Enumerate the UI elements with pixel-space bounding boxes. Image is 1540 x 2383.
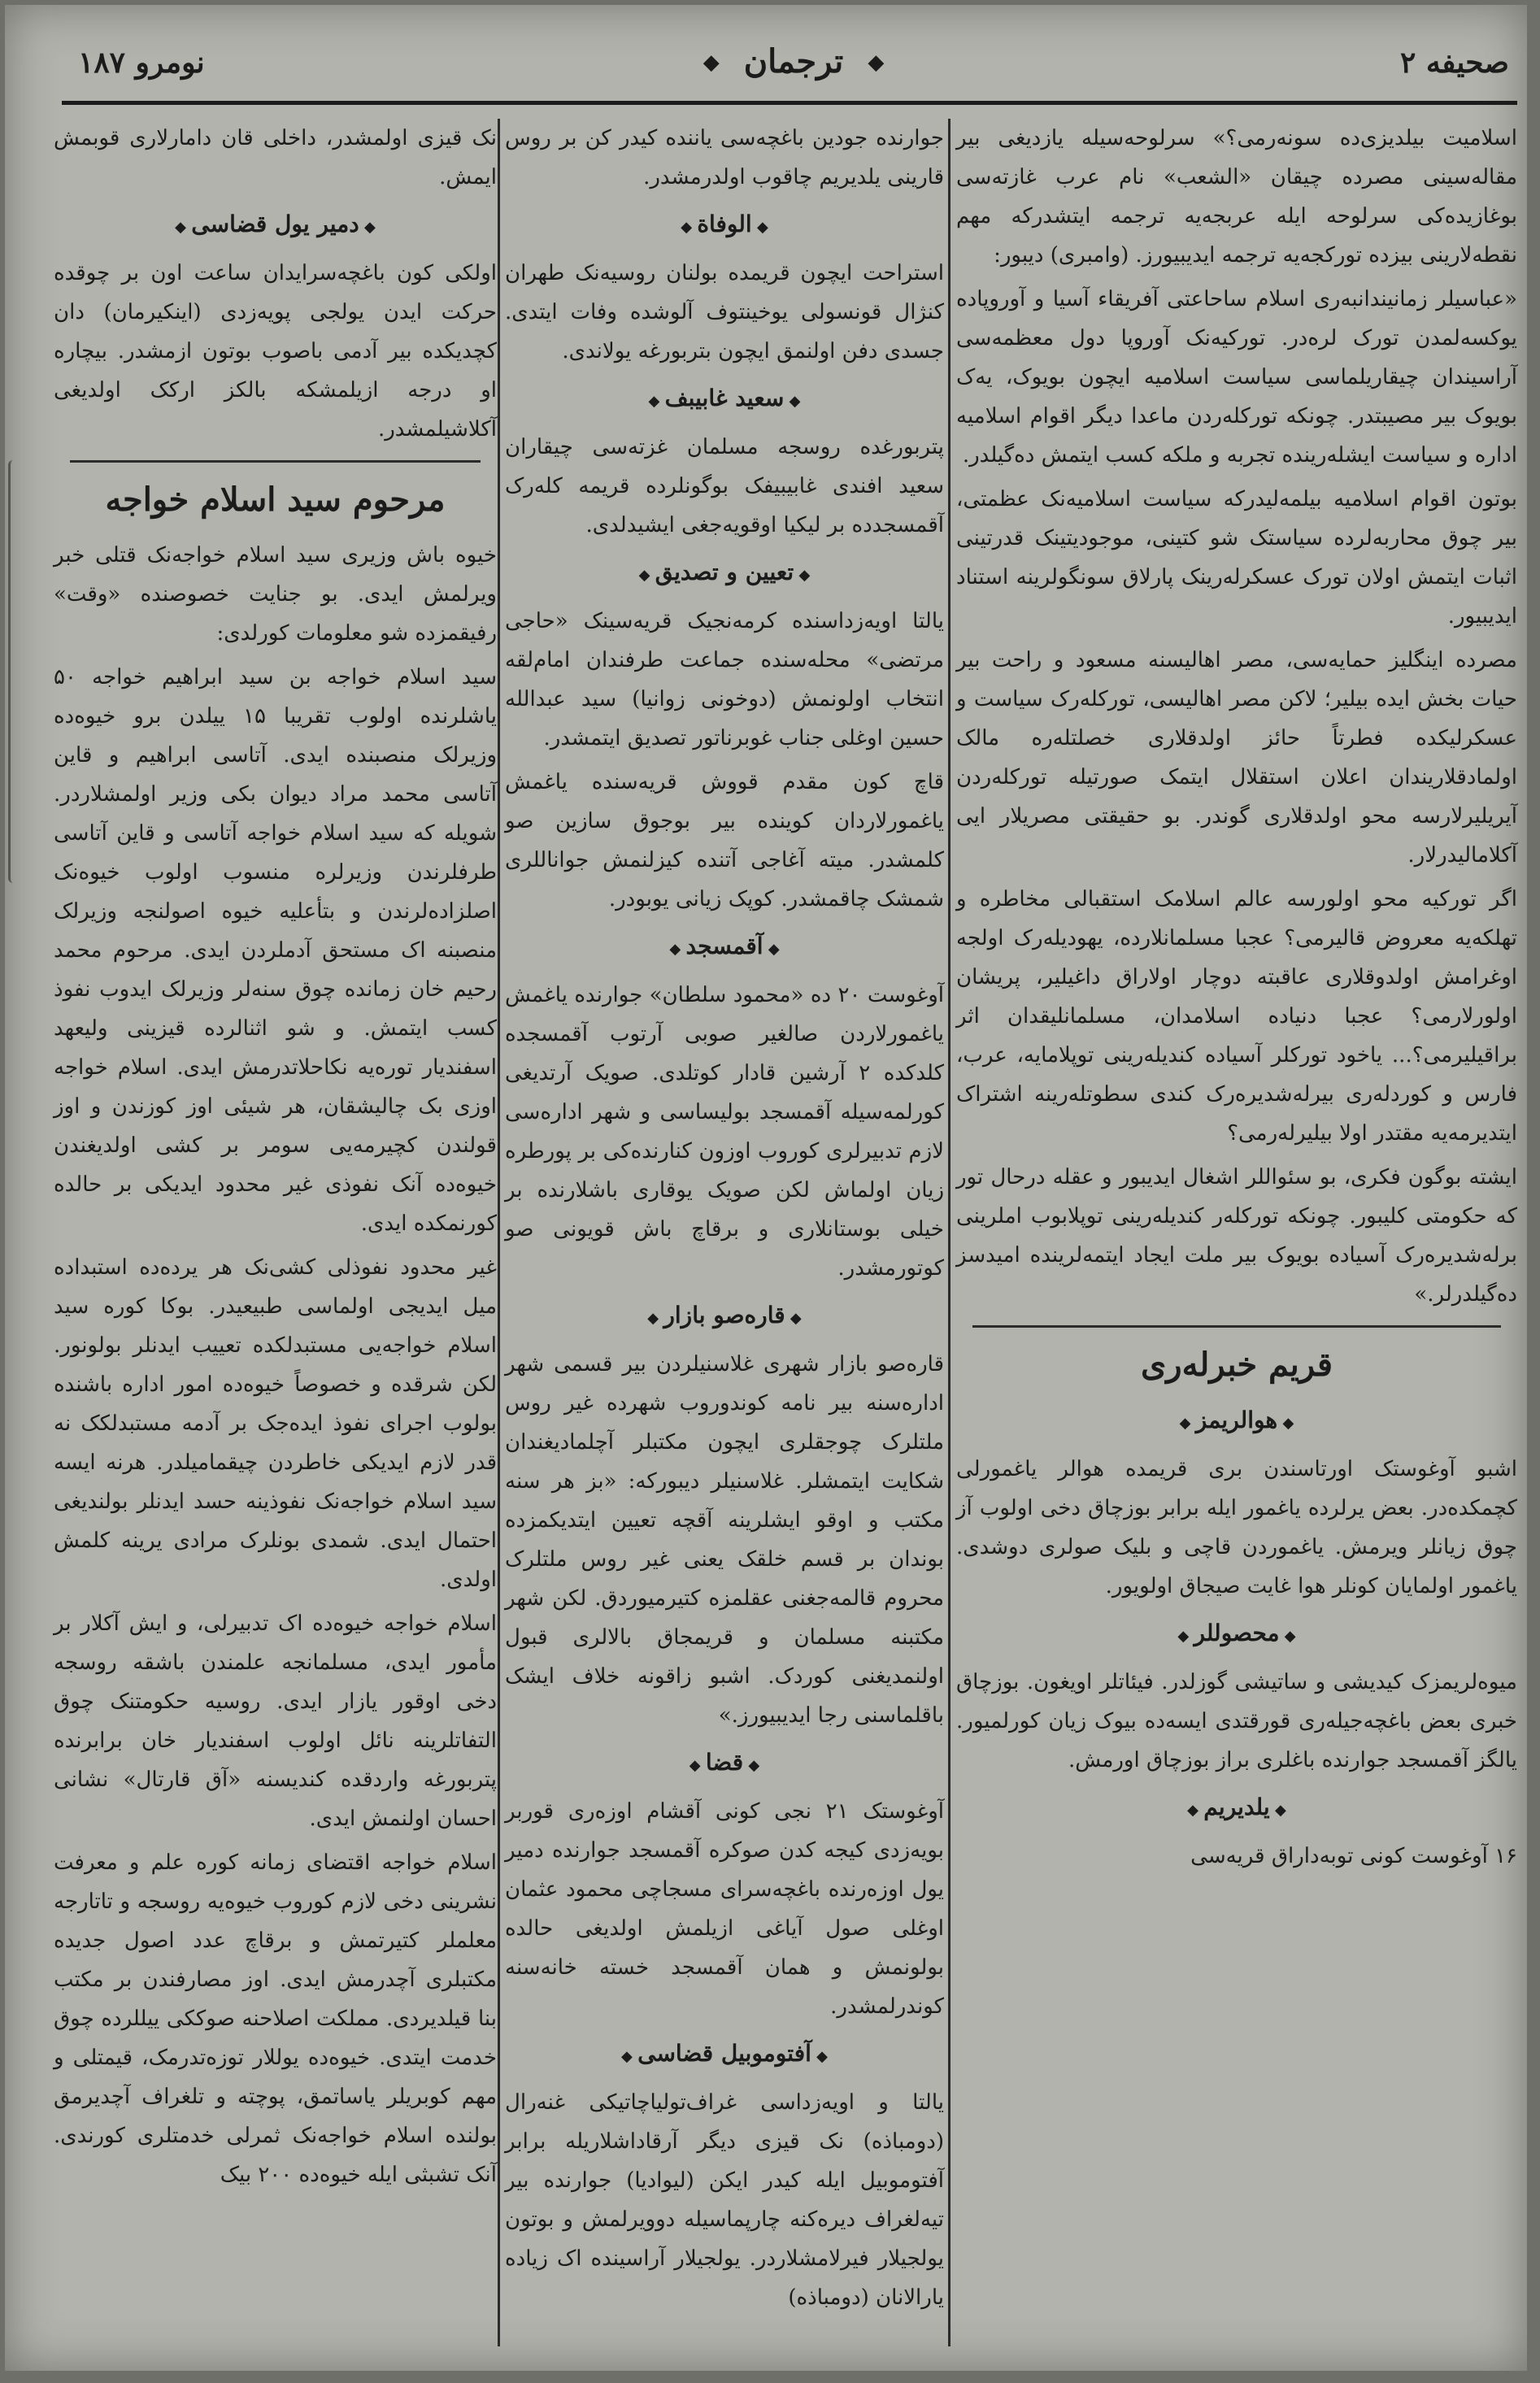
article-paragraph: اگر تورکیه محو اولورسه عالم اسلامک استقبالی مخاطره و تهلکه‌یه معروض قالیرمی؟ عجبا مسلمانلارده، یهودیله‌رک اولجه اوغرامش اولدوقلاری عاقبته دوچار اولاراق داغیلیر، پریشان اولورلارمی؟ عجبا دنیاده اسلامدان، مسلمانلیقدان اثر براقیلیرمی؟... یاخود تورکلر آسیاده کندیله‌رینی توپلامایه، عرب، فارس و کوردله‌ری بیرله‌شدیره‌رک کندی سطوتله‌رینه اشتراک ایتدیرمه‌یه مقتدر اولا بیلیرله‌رمی؟ — [956, 887, 1517, 1146]
issue-number-label: نومرو ۱۸۷ — [78, 46, 205, 80]
article-paragraph: اسلامیت بیلدیزی‌ده سونه‌رمی؟» سرلوحه‌سیله یازدیغی بیر مقاله‌سینی مصرده چیقان «الشعب» نام عرب غازته‌سی بوغازیده‌کی سرلوحه ایله عربجه‌یه ترجمه ایتشدرکه مهم نقطه‌لارینی بیزده تورکجه‌یه ترجمه ایدیبیورز. (وامبری) دیبور: — [956, 126, 1517, 267]
article-paragraph: قاچ کون مقدم قووش قریه‌سنده یاغمش یاغمورلاردان کوینده بیر بوجوق سازین صو کلمشدر. میته آغاجی آتنده کیزلنمش جواناللری شمشک چاقمشدر. کوپک زیانی یوبودر. — [505, 770, 944, 911]
article-paragraph: مصرده اینگلیز حمایه‌سی، مصر اهالیسنه مسعود و راحت بیر حیات بخش ایده بیلیر؛ لاکن مصر اهالیسی، تورکله‌رک سیاست و عسکرلیکده فطرتاً حائز اولدقلاری خصلتله‌ره مالک اولمادقلاریندان اعلان استقلال ایتمک صورتیله تورکله‌ردن آیریلیرلارسه محو اولدقلاری گوندر. بو حقیقتی مصریلار ایی آکلامالیدرلار. — [956, 648, 1517, 868]
right-column — [956, 119, 1517, 1881]
column-divider — [948, 119, 951, 2346]
article-paragraph: اشبو آوغوستک اورتاسندن بری قریمده هوالر یاغمورلی کچمکده‌در. بعض یرلرده یاغمور ایله برابر بوزچاق دخی اولوب آز چوق زیانلر ویرمش. یاغموردن قاچی و بلیک صولری دوشدی. یاغمور اولمایان کونلر هوا غایت صیجاق اولویور. — [956, 1457, 1517, 1598]
subheading-railway-accident: ◆ دمیر یول قضاسی ◆ — [54, 205, 497, 247]
article-paragraph: جوارنده جودین باغچه‌سی یاننده کیدر کن بر روس قارینی یلدیریم چاقوب اولدرمشدر. — [505, 126, 944, 189]
article-paragraph: آوغوستک ۲۱ نجی کونی آقشام اوزه‌ری قوربر بویه‌زدی کیجه کدن صوکره آقمسجد جوارنده دمیر یول اوزه‌رنده باغچه‌سرای مسجاچی محمود عثمان اوغلی صول آیاغی ازیلمش اولدیغی حالده بولونمش و همان آقمسجد خسته خانه‌سنه کوندرلمشدر. — [505, 1799, 944, 2019]
article-paragraph: آوغوست ۲۰ ده «محمود سلطان» جوارنده یاغمش یاغمورلاردن صالغیر صوبی آرتوب آقمسجده کلدکده ۲ آرشین قادار کوتلدی. صویک آرتدیغی کورلمه‌سیله آقمسجد بولیساسی و شهر اداره‌سی لازم تدبیرلری کوروب اوزون کنارنده‌کی بر پورطره زیان اولماش لکن صویک یوقاری باشلارنده بر خیلی بوستانلاری و برقاچ باش قویونی صو کوتورمشدر. — [505, 983, 944, 1281]
article-paragraph: یالتا و اویه‌زداسی غراف‌تولیاچاتیکی غنه‌رال (دومباذه) نک قیزی دیگر آرقاداشلاریله برابر آفتوموبیل ایله کیدر ایکن (لیوادیا) جوارنده بیر تیه‌لغراف دیره‌کنه چارپماسیله دوویرلمش و بوتون یولجیلار فیرلامشلاردر. یولجیلار آراسینده اک زیاده یارالانان (دومباذه) — [505, 2090, 944, 2310]
column-divider — [498, 119, 500, 2346]
masthead — [78, 37, 1509, 102]
margin-handwriting — [8, 460, 27, 883]
subheading-lightning: ◆ یلدیریم ◆ — [956, 1788, 1517, 1830]
article-paragraph: قاره‌صو بازار شهری غلاسنیلردن بیر قسمی شهر اداره‌سنه بیر نامه کوندوروب شهرده غیر روس ملتلرک چوجقلری ایچون مکتبلر آچلمادیغندان شکایت ایتمشلر. غلاسنیلر دیبورکه: «بز هر سنه مکتب و اوقو ایشلرینه آقچه تعیین ایتدیکمزده بوندان بر قسم خلقک یعنی غیر روس ملتلرک محروم قالمه‌جغنی عقلمزه کتیرمیوردق. لکن شهر مکتبنه مسلمان و قریمجاق بالالری قبول اولنمدیغنی کوردک. اشبو زاقونه خلاف ایشک باقلماسنی رجا ایدیبیورز.» — [505, 1352, 944, 1728]
subheading-automobile-accident: ◆ آفتوموبیل قضاسی ◆ — [505, 2034, 944, 2076]
article-paragraph: ۱۶ آوغوست کونی توبه‌داراق قریه‌سی — [1190, 1844, 1517, 1868]
subheading-weather: ◆ هوالریمز ◆ — [956, 1401, 1517, 1443]
article-paragraph: میوه‌لریمزک کیدیشی و ساتیشی گوزلدر. فیئاتلر اویغون. بوزچاق خبری بعض باغچه‌جیله‌ری قورقتدی ایسه‌ده بیوک زیان کورلمیور. یالگز آقمسجد جوارنده باغلری براز بوزچاق اورمش. — [956, 1670, 1517, 1772]
subheading-said-gabibov: ◆ سعید غابیبف ◆ — [505, 379, 944, 421]
section-rule — [972, 1325, 1501, 1328]
article-paragraph: استراحت ایچون قریمده بولنان روسیه‌نک طهران کنژال قونسولی یوخینتوف آلوشده وفات ایتدی. جسدی دفن اولنمق ایچون بتربورغه یولاندی. — [505, 261, 944, 363]
subheading-karasubazar: ◆ قاره‌صو بازار ◆ — [505, 1296, 944, 1338]
header-rule — [62, 101, 1517, 105]
newspaper-name: ◆ ترجمان ◆ — [710, 42, 878, 80]
center-column — [505, 119, 944, 2322]
article-paragraph: اسلام خواجه خیوه‌ده اک تدبیرلی، و ایش آکلار بر مأمور ایدی، مسلمانجه علمندن باشقه روسجه دخی اوقور یازار ایدی. روسیه حکومتنک چوق التفاتلرینه نائل اولوب اسفندیار خان برابرنده پتربورغه واردقده کندیسنه «آق قارتال» نشانی احسان اولنمش ایدی. — [54, 1611, 497, 1831]
subheading-harvest: ◆ محصوللر ◆ — [956, 1614, 1517, 1656]
article-paragraph: اولکی کون باغچه‌سرایدان ساعت اون بر چوقده حرکت ایدن یولجی پویه‌زدی (اینکیرمان) دان کچدیکده بیر آدمی باصوب بوتون ازمشدر. بیچاره او درجه ازیلمشکه بالکز ارکک اولدیغی آکلاشیلمشدر. — [54, 261, 497, 441]
section-title-crimea-news: قریم خبرله‌ری — [1141, 1346, 1333, 1384]
article-paragraph: پتربورغده روسجه مسلمان غزته‌سی چیقاران سعید افندی غابیبیفک بوگونلرده قریمه کله‌رک آقمسجدده بر لیکیا اوقویه‌جغی ایشیدلدی. — [505, 435, 944, 537]
article-paragraph: نک قیزی اولمشدر، داخلی قان دامارلاری قوبمش ایمش. — [54, 126, 497, 189]
section-rule — [70, 460, 481, 463]
article-paragraph: بوتون اقوام اسلامیه بیلمه‌لیدرکه سیاست اسلامیه‌نک عظمتی، بیر چوق محاربه‌لرده سیاستک شو کتینی، موجودیتینک قدرتینی اثبات ایتمش اولان تورک عسکرله‌رینک پارلاق سونگولرینه استناد ایدیبیور. — [956, 487, 1517, 628]
article-paragraph: «عباسیلر زمانیندانبه‌ری اسلام ساحاعتی آفریقاء آسیا و آوروپاده یوکسه‌لمدن تورک لره‌در. تورکیه‌نک آوروپا دول معظمه‌سی آراسیندان چیقاریلماسی سیاست اسلامیه ایچون بویوک، یه‌ک بویوک بیر مصیبتدر. چونکه تورکله‌ردن ماعدا دیگر اقوام اسلامیه اداره و سیاست ایشله‌رینده تجربه و ملکه کسب ایتمش ده‌گیلدر. — [956, 287, 1517, 467]
article-paragraph: خیوه باش وزیری سید اسلام خواجه‌نک قتلی خبر ویرلمش ایدی. بو جنایت خصوصنده «وقت» رفیقمزده شو معلومات کورلدی: — [54, 543, 497, 646]
article-paragraph: اسلام خواجه اقتضای زمانه کوره علم و معرفت نشرینی دخی لازم کوروب خیوه‌یه روسجه و تاتارجه معلملر کتیرتمش و برقاچ عدد اصول جدیده مکتبلری آچدرمش ایدی. اوز مصارفندن بر مکتب بنا قیلدیردی. مملکت اصلاحنه صوککی ییللرده چوق خدمت ایتدی. خیوه‌ده یوللار توزه‌تدرمک، قیمتلی و مهم کوبریلر یاساتمق، پوچته و تلغراف آچدیرمق بولنده اسلام خواجه‌نک ثمرلی خدمتلری کورندی. آنک تشبثی ایله خیوه‌ده ۲۰۰ بیک — [54, 1850, 497, 2187]
article-paragraph: یالتا اویه‌زداسنده کرمه‌نجیک قریه‌سینک «حاجی مرتضی» محله‌سنده جماعت طرفندان امام‌لقه انتخاب اولونمش (دوخونی زوانیا) سید عبدالله حسین اوغلی جناب غوبرناتور تصدیق ایتمشدر. — [505, 609, 944, 750]
subheading-appointment: ◆ تعیین و تصدیق ◆ — [505, 553, 944, 595]
newspaper-page — [5, 5, 1527, 2371]
article-paragraph: سید اسلام خواجه بن سید ابراهیم خواجه ۵۰ یاشلرنده اولوب تقریبا ۱۵ ییلدن برو خیوه‌ده وزیرلک منصبنده ایدی. آتاسی ابراهیم و قاین آتاسی محمد مراد دیوان بکی وزیر اولمشلاردر. شویله که سید اسلام خواجه آتاسی و قاین آتاسی طرفلرندن وزیرلره منسوب اولوب خیوه‌نک اصلزاده‌لرندن و بتأعلیه خیوه اصولنجه وزیرلک منصبنه اک مستحق آدملردن ایدی. مرحوم محمد رحیم خان زمانده چوق سنه‌لر وزیرلک ایدوب نفوذ کسب ایتمش. و شو اثنالرده قیزینی ولیعهد اسفندیار توره‌یه نکاحلاتدرمش ایدی. اسلام خواجه اوزی بک چالیشقان، هر شیئی اوز کوزندن و اوز قولندن کچیرمه‌یی سومر بر کشی اولدیغندن خیوه‌ده آنک نفوذی غیر محدود ایدیکی بر حالده کورنمکده ایدی. — [54, 665, 497, 1236]
subheading-aqmesjid: ◆ آقمسجد ◆ — [505, 927, 944, 969]
page-number-label: صحیفه ۲ — [1399, 46, 1509, 80]
subheading-obituary: ◆ الوفاة ◆ — [505, 205, 944, 247]
left-column — [54, 119, 497, 2199]
article-paragraph: ایشته بوگون فکری، بو سئواللر اشغال ایدیبور و عقله درحال تور که حکومتی کلیبور. چونکه تورکله‌ر کندیله‌رینی توپلابوب املرینی برله‌شدیره‌رک آسیاده بویوک بیر ملت ایجاد ایتمه‌لرینده امیدسز ده‌گیلدرلر.» — [956, 1165, 1517, 1307]
subheading-accident: ◆ قضا ◆ — [505, 1743, 944, 1785]
article-paragraph: غیر محدود نفوذلی کشی‌نک هر یرده‌ده استبداده میل ایدیجی اولماسی طبیعیدر. بوکا کوره سید اسلام خواجه‌یی مستبدلکده تعییب ایدنلر بولونور. لکن شرقده و خصوصاً خیوه‌ده امور اداره باشنده بولوب اجرای نفوذ ایده‌جک بر آدمه مستبدلکک نه قدر لازم ایدیکی خاطردن چیقمامیلدر. هرنه ایسه سید اسلام خواجه‌نک نفوذینه حسد ایدنلر بولندیغی احتمال ایدی. شمدی بونلرک مرادی یرینه کلمش اولدی. — [54, 1255, 497, 1592]
obituary-title: مرحوم سید اسلام خواجه — [105, 481, 446, 519]
